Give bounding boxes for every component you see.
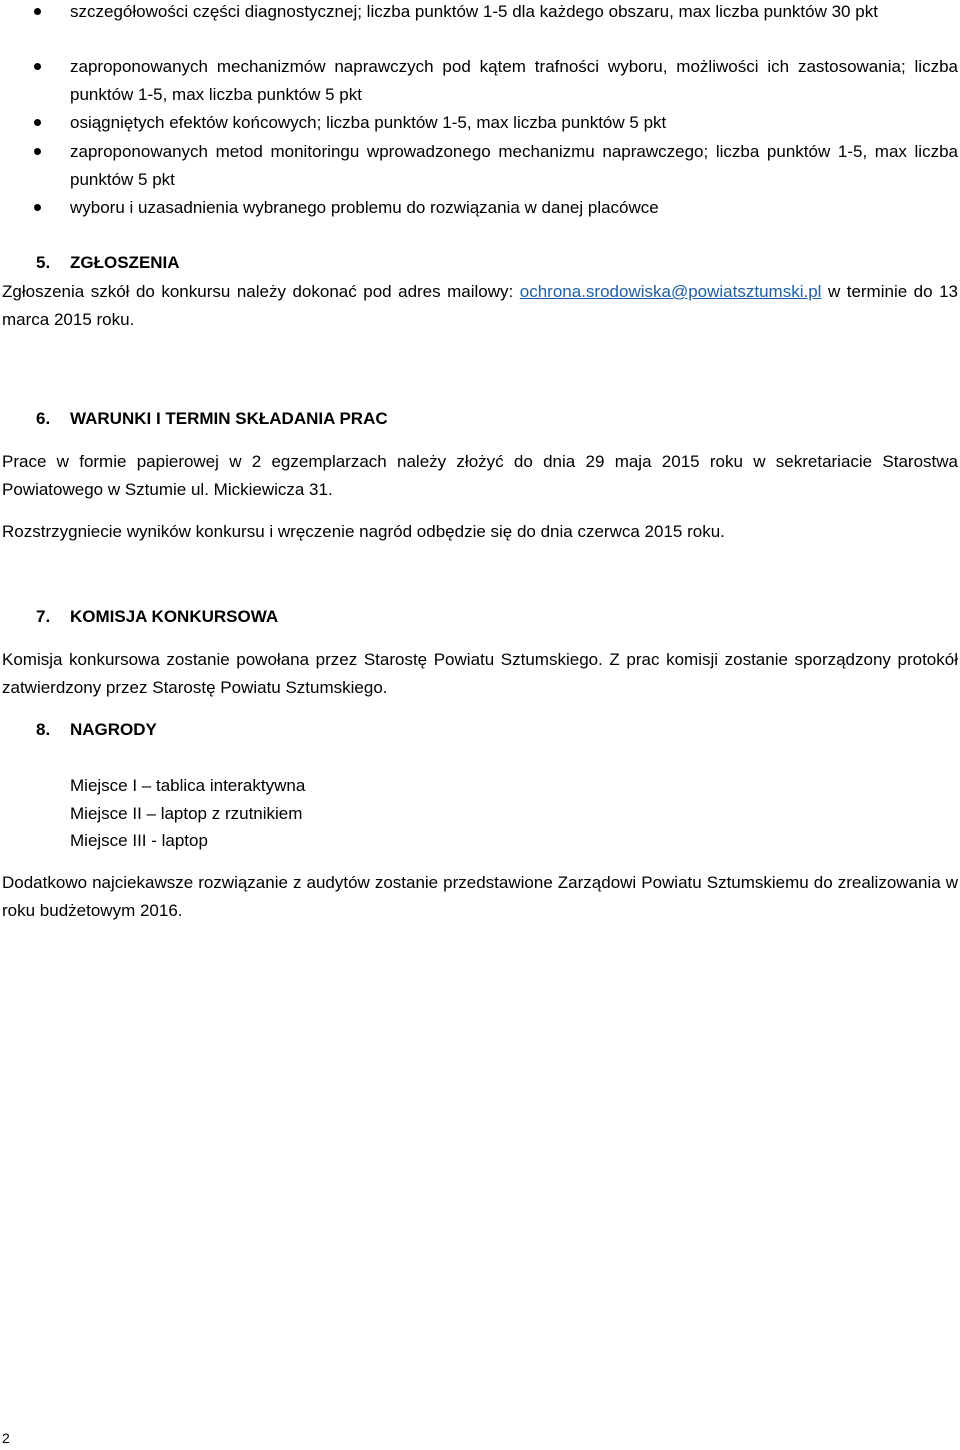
bullet-text: szczegółowości części diagnostycznej; liczba punktów 1-5 dla każdego obszaru, max liczba punktów 30 pkt <box>70 2 878 21</box>
section-title: NAGRODY <box>70 720 157 739</box>
section-heading-nagrody <box>36 718 157 742</box>
bullet-text: wyboru i uzasadnienia wybranego problemu do rozwiązania w danej placówce <box>70 198 659 217</box>
list-item: Miejsce I – tablica interaktywna <box>70 776 306 795</box>
email-link[interactable]: ochrona.srodowiska@powiatsztumski.pl <box>519 282 822 301</box>
section-title: KOMISJA KONKURSOWA <box>70 607 279 626</box>
section-number: 8. <box>36 720 51 739</box>
section-heading-warunki <box>36 407 388 431</box>
bullet-icon <box>34 8 41 15</box>
committee-paragraph: Komisja konkursowa zostanie powołana przez Starostę Powiatu Sztumskiego. Z prac komisji zostanie sporządzony protokół zatwierdzony przez Starostę Powiatu Sztumskiego. <box>2 650 958 697</box>
bullet-icon <box>34 148 41 155</box>
submission-paragraph <box>2 278 958 334</box>
section-number: 7. <box>36 607 51 626</box>
list-item: Miejsce III - laptop <box>70 831 208 850</box>
list-item <box>70 109 958 137</box>
bullet-text: zaproponowanych metod monitoringu wprowadzonego mechanizmu naprawczego; liczba punktów 1-5, max liczba punktów 5 pkt <box>70 142 958 189</box>
bullet-icon <box>34 63 41 70</box>
section-title: WARUNKI I TERMIN SKŁADANIA PRAC <box>70 409 388 428</box>
results-paragraph: Rozstrzygniecie wyników konkursu i wręczenie nagród odbędzie się do dnia czerwca 2015 roku. <box>2 522 725 541</box>
bullet-text: osiągniętych efektów końcowych; liczba punktów 1-5, max liczba punktów 5 pkt <box>70 113 667 132</box>
submission-conditions-paragraph: Prace w formie papierowej w 2 egzemplarzach należy złożyć do dnia 29 maja 2015 roku w sekretariacie Starostwa Powiatowego w Sztumie ul. Mickiewicza 31. <box>2 452 958 499</box>
section-number: 6. <box>36 409 51 428</box>
section-number: 5. <box>36 253 51 272</box>
additional-prize-paragraph: Dodatkowo najciekawsze rozwiązanie z audytów zostanie przedstawione Zarządowi Powiatu Sztumskiemu do zrealizowania w roku budżetowym 2016. <box>2 873 958 920</box>
section-title: ZGŁOSZENIA <box>70 253 180 272</box>
list-item <box>70 0 958 26</box>
submission-deadline-text: w terminie do 13 marca 2015 roku. <box>2 282 958 329</box>
list-item <box>70 138 958 194</box>
bullet-icon <box>34 204 41 211</box>
submission-text: Zgłoszenia szkół do konkursu należy dokonać pod adres mailowy: <box>2 282 520 301</box>
prize-list <box>70 772 305 855</box>
list-item <box>70 194 958 222</box>
list-item <box>70 53 958 109</box>
list-item: Miejsce II – laptop z rzutnikiem <box>70 803 303 823</box>
section-heading-zgloszenia <box>36 251 180 275</box>
page-number: 2 <box>2 1430 10 1446</box>
bullet-icon <box>34 119 41 126</box>
bullet-text: zaproponowanych mechanizmów naprawczych pod kątem trafności wyboru, możliwości ich zastosowania; liczba punktów 1-5, max liczba punktów 5 pkt <box>70 57 958 104</box>
section-heading-komisja <box>36 605 278 629</box>
